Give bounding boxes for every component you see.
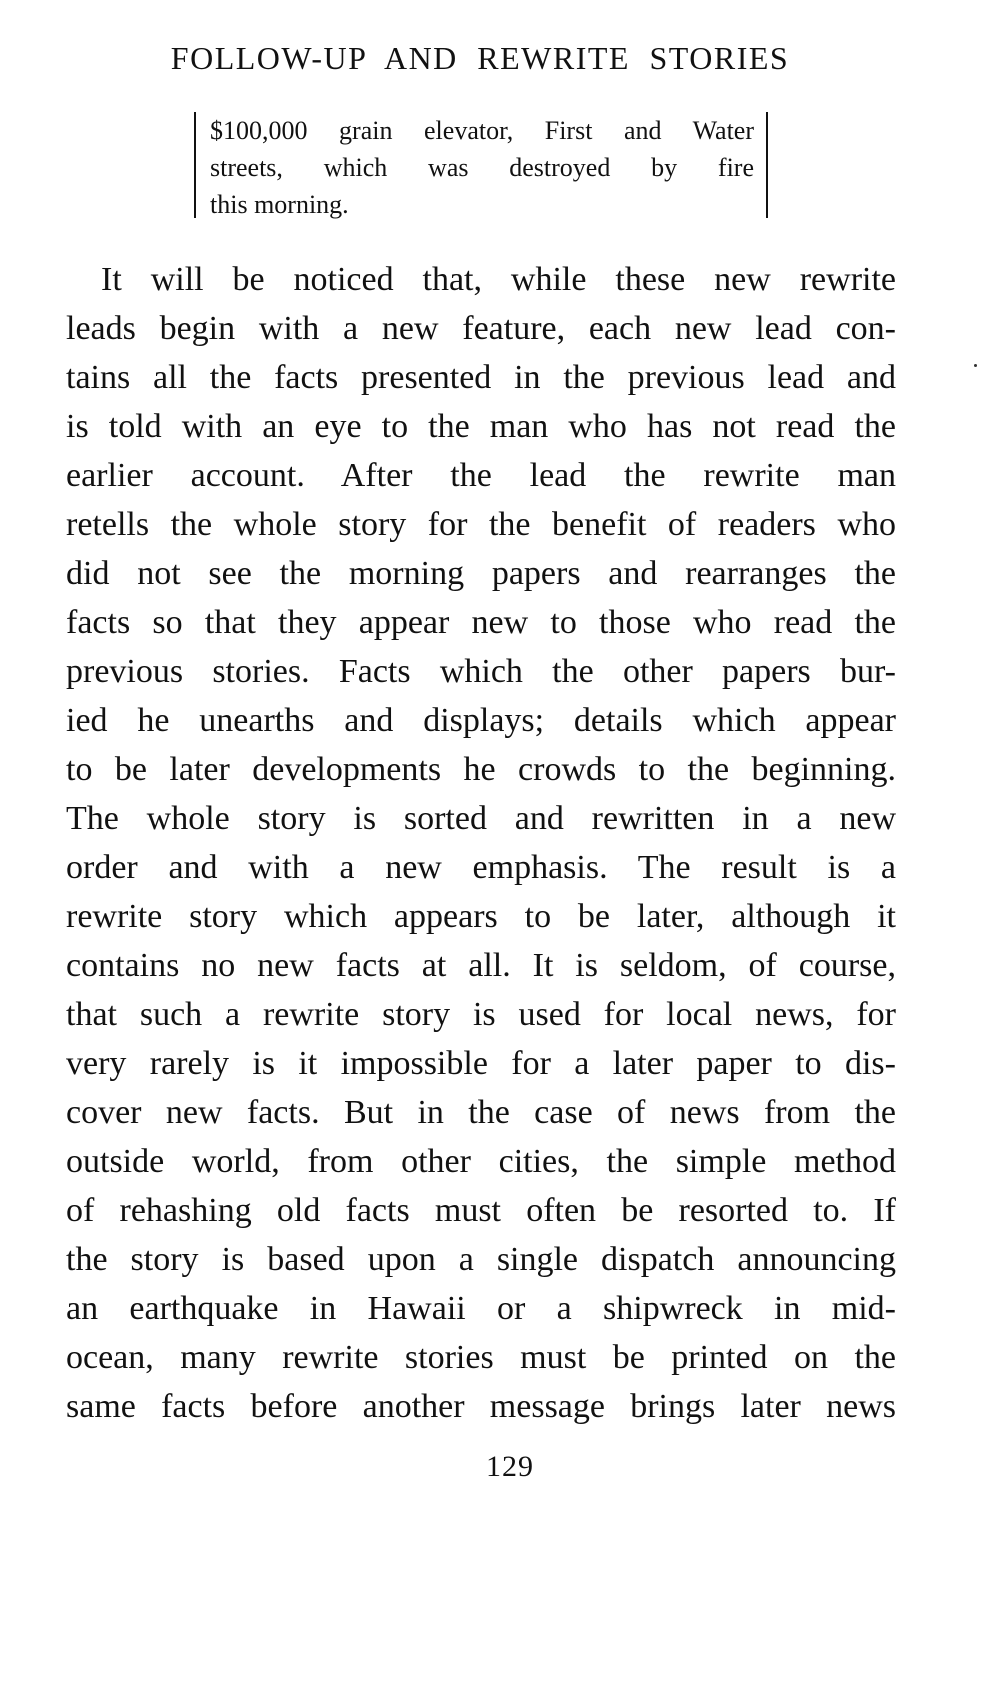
text-line: tains all the facts presented in the previous lead and bbox=[66, 359, 896, 396]
text-line: that such a rewrite story is used for local news, for bbox=[66, 996, 896, 1033]
text-line: retells the whole story for the benefit of readers who bbox=[66, 506, 896, 543]
text-line: cover new facts. But in the case of news from the bbox=[66, 1094, 896, 1131]
text-line: is told with an eye to the man who has not read the bbox=[66, 408, 896, 445]
text-line: to be later developments he crowds to the beginning. bbox=[66, 751, 896, 788]
quote-line: $100,000 grain elevator, First and Water bbox=[210, 116, 754, 145]
quoted-lead-excerpt bbox=[194, 112, 768, 218]
page-number: 129 bbox=[486, 1450, 534, 1483]
text-line: earlier account. After the lead the rewrite man bbox=[66, 457, 896, 494]
text-line: same facts before another message brings later news bbox=[66, 1388, 896, 1425]
text-line: ocean, many rewrite stories must be printed on the bbox=[66, 1339, 896, 1376]
text-line: order and with a new emphasis. The result is a bbox=[66, 849, 896, 886]
text-line: of rehashing old facts must often be resorted to. If bbox=[66, 1192, 896, 1229]
text-line: the story is based upon a single dispatch announcing bbox=[66, 1241, 896, 1278]
ink-speck bbox=[974, 364, 977, 367]
text-line: outside world, from other cities, the simple method bbox=[66, 1143, 896, 1180]
quote-line: streets, which was destroyed by fire bbox=[210, 153, 754, 182]
text-line: The whole story is sorted and rewritten in a new bbox=[66, 800, 896, 837]
text-line: contains no new facts at all. It is seldom, of course, bbox=[66, 947, 896, 984]
body-paragraph bbox=[66, 255, 896, 1431]
text-line: an earthquake in Hawaii or a shipwreck in mid- bbox=[66, 1290, 896, 1327]
text-line: ied he unearths and displays; details which appear bbox=[66, 702, 896, 739]
text-line: rewrite story which appears to be later, although it bbox=[66, 898, 896, 935]
text-line: very rarely is it impossible for a later paper to dis- bbox=[66, 1045, 896, 1082]
text-line: did not see the morning papers and rearranges the bbox=[66, 555, 896, 592]
text-line: It will be noticed that, while these new rewrite bbox=[101, 261, 896, 298]
text-line: leads begin with a new feature, each new lead con- bbox=[66, 310, 896, 347]
text-line: facts so that they appear new to those who read the bbox=[66, 604, 896, 641]
text-line: previous stories. Facts which the other papers bur- bbox=[66, 653, 896, 690]
running-head: FOLLOW-UP AND REWRITE STORIES bbox=[170, 40, 790, 76]
quote-line: this morning. bbox=[210, 190, 349, 219]
